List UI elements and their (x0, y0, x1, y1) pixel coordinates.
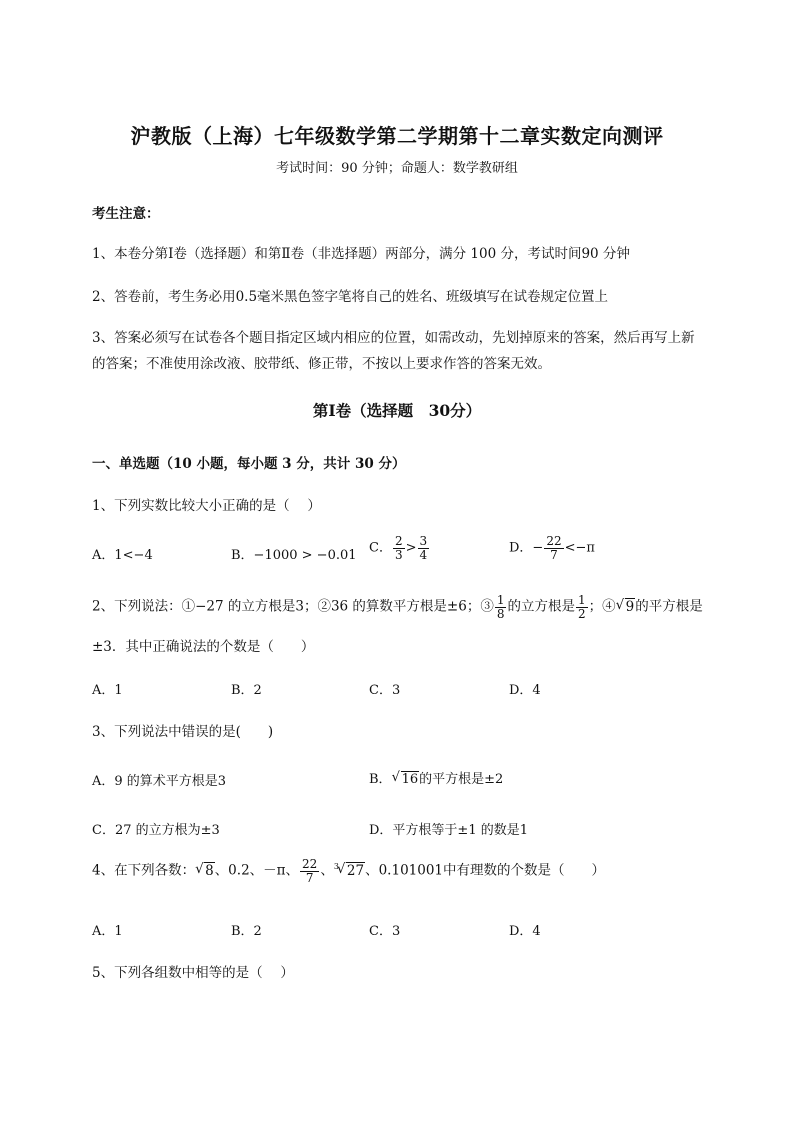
q4-part-1: 4、在下列各数： (92, 862, 196, 879)
q2-f1-num: 1 (496, 593, 505, 607)
q3-b-radicand: 16 (401, 772, 419, 787)
q4-stem (92, 858, 605, 884)
q4-f-num: 22 (302, 857, 318, 871)
q4-radicand-1: 8 (205, 862, 214, 879)
q1-c-den-2: 4 (419, 547, 428, 562)
q4-f-den: 7 (305, 870, 314, 885)
exam-info: 考试时间：90 分钟；命题人：数学教研组 (276, 161, 518, 176)
q4-cbrt (337, 863, 365, 879)
q3-b-label: B． (369, 772, 392, 787)
q1-d-fraction (544, 535, 563, 561)
notice-item-3: 3、答案必须写在试卷各个题目指定区域内相应的位置，如需改动，先划掉原来的答案，然后再写上新 (92, 330, 695, 346)
q1-d-num: 22 (546, 534, 562, 548)
q4-cbrt-index: 3 (333, 861, 339, 871)
part-title: 一、单选题（10 小题，每小题 3 分，共计 30 分） (92, 456, 406, 472)
q3-b-sqrt (392, 772, 420, 787)
q1-c-op: > (405, 540, 417, 556)
q3-option-d: D．平方根等于±1 的数是1 (369, 823, 528, 838)
q4-sqrt (195, 863, 215, 879)
q2-part-4: 的平方根是 (635, 598, 703, 615)
q1-option-c (369, 535, 430, 561)
q2-stem (92, 594, 703, 620)
q2-option-b: B．2 (231, 683, 262, 698)
q4-part-3: 、 (320, 862, 334, 879)
notice-heading: 考生注意： (92, 206, 160, 222)
q4-option-c: C．3 (369, 924, 401, 939)
notice-item-1: 1、本卷分第Ⅰ卷（选择题）和第Ⅱ卷（非选择题）两部分，满分 100 分，考试时间90 分钟 (92, 246, 630, 262)
q2-fraction-1 (495, 594, 507, 620)
q2-f2-num: 1 (577, 593, 586, 607)
q2-fraction-2 (576, 594, 588, 620)
q4-option-d: D．4 (509, 924, 541, 939)
q1-option-d (509, 535, 595, 561)
q1-stem: 1、下列实数比较大小正确的是（ ） (92, 498, 321, 514)
q2-f2-den: 2 (577, 606, 586, 621)
notice-item-3-cont: 的答案；不准使用涂改液、胶带纸、修正带，不按以上要求作答的答案无效。 (92, 356, 551, 372)
q1-d-label: D．− (509, 540, 544, 556)
q1-c-fraction-2 (418, 535, 430, 561)
q4-part-2: 、0.2、－π、 (214, 862, 300, 879)
q4-option-b: B．2 (231, 924, 262, 939)
q3-option-b (369, 768, 503, 787)
q2-f1-den: 8 (496, 606, 505, 621)
notice-item-2: 2、答卷前，考生务必用0.5毫米黑色签字笔将自己的姓名、班级填写在试卷规定位置上 (92, 289, 609, 305)
page-title: 沪教版（上海）七年级数学第二学期第十二章实数定向测评 (130, 124, 664, 148)
q2-option-c: C．3 (369, 683, 401, 698)
q1-d-den: 7 (550, 547, 558, 562)
q3-b-rest: 的平方根是±2 (419, 772, 504, 787)
q3-option-a: A．9 的算术平方根是3 (92, 774, 227, 789)
q3-stem: 3、下列说法中错误的是( ) (92, 724, 274, 740)
q1-c-num-1: 2 (394, 534, 403, 548)
q1-c-fraction-1 (393, 535, 405, 561)
q2-part-1: 2、下列说法：①−27 的立方根是3；②36 的算数平方根是±6；③ (92, 598, 494, 615)
q4-fraction (300, 858, 319, 884)
q2-part-3: ；④ (588, 598, 616, 615)
q4-radicand-2: 27 (346, 862, 365, 879)
q4-part-4: 、0.101001中有理数的个数是（ ） (365, 862, 606, 879)
q1-c-den-1: 3 (394, 547, 403, 562)
section-title: 第Ⅰ卷（选择题 30分） (312, 401, 482, 420)
q3-option-c: C．27 的立方根为±3 (92, 823, 220, 838)
q1-d-rest: <−π (564, 540, 595, 556)
q2-option-d: D．4 (509, 683, 541, 698)
q2-stem-cont: ±3．其中正确说法的个数是（ ） (92, 639, 315, 655)
q1-option-b: B．−1000 > −0.01 (231, 548, 357, 563)
q1-option-a: A．1<−4 (92, 548, 153, 563)
q1-c-num-2: 3 (419, 534, 428, 548)
q2-option-a: A．1 (92, 683, 123, 698)
q4-option-a: A．1 (92, 924, 123, 939)
q2-part-2: 的立方根是 (507, 598, 575, 615)
q2-sqrt (616, 599, 636, 615)
q1-c-label: C． (369, 540, 392, 556)
q2-radicand: 9 (625, 598, 635, 615)
q5-stem: 5、下列各组数中相等的是（ ） (92, 965, 294, 981)
